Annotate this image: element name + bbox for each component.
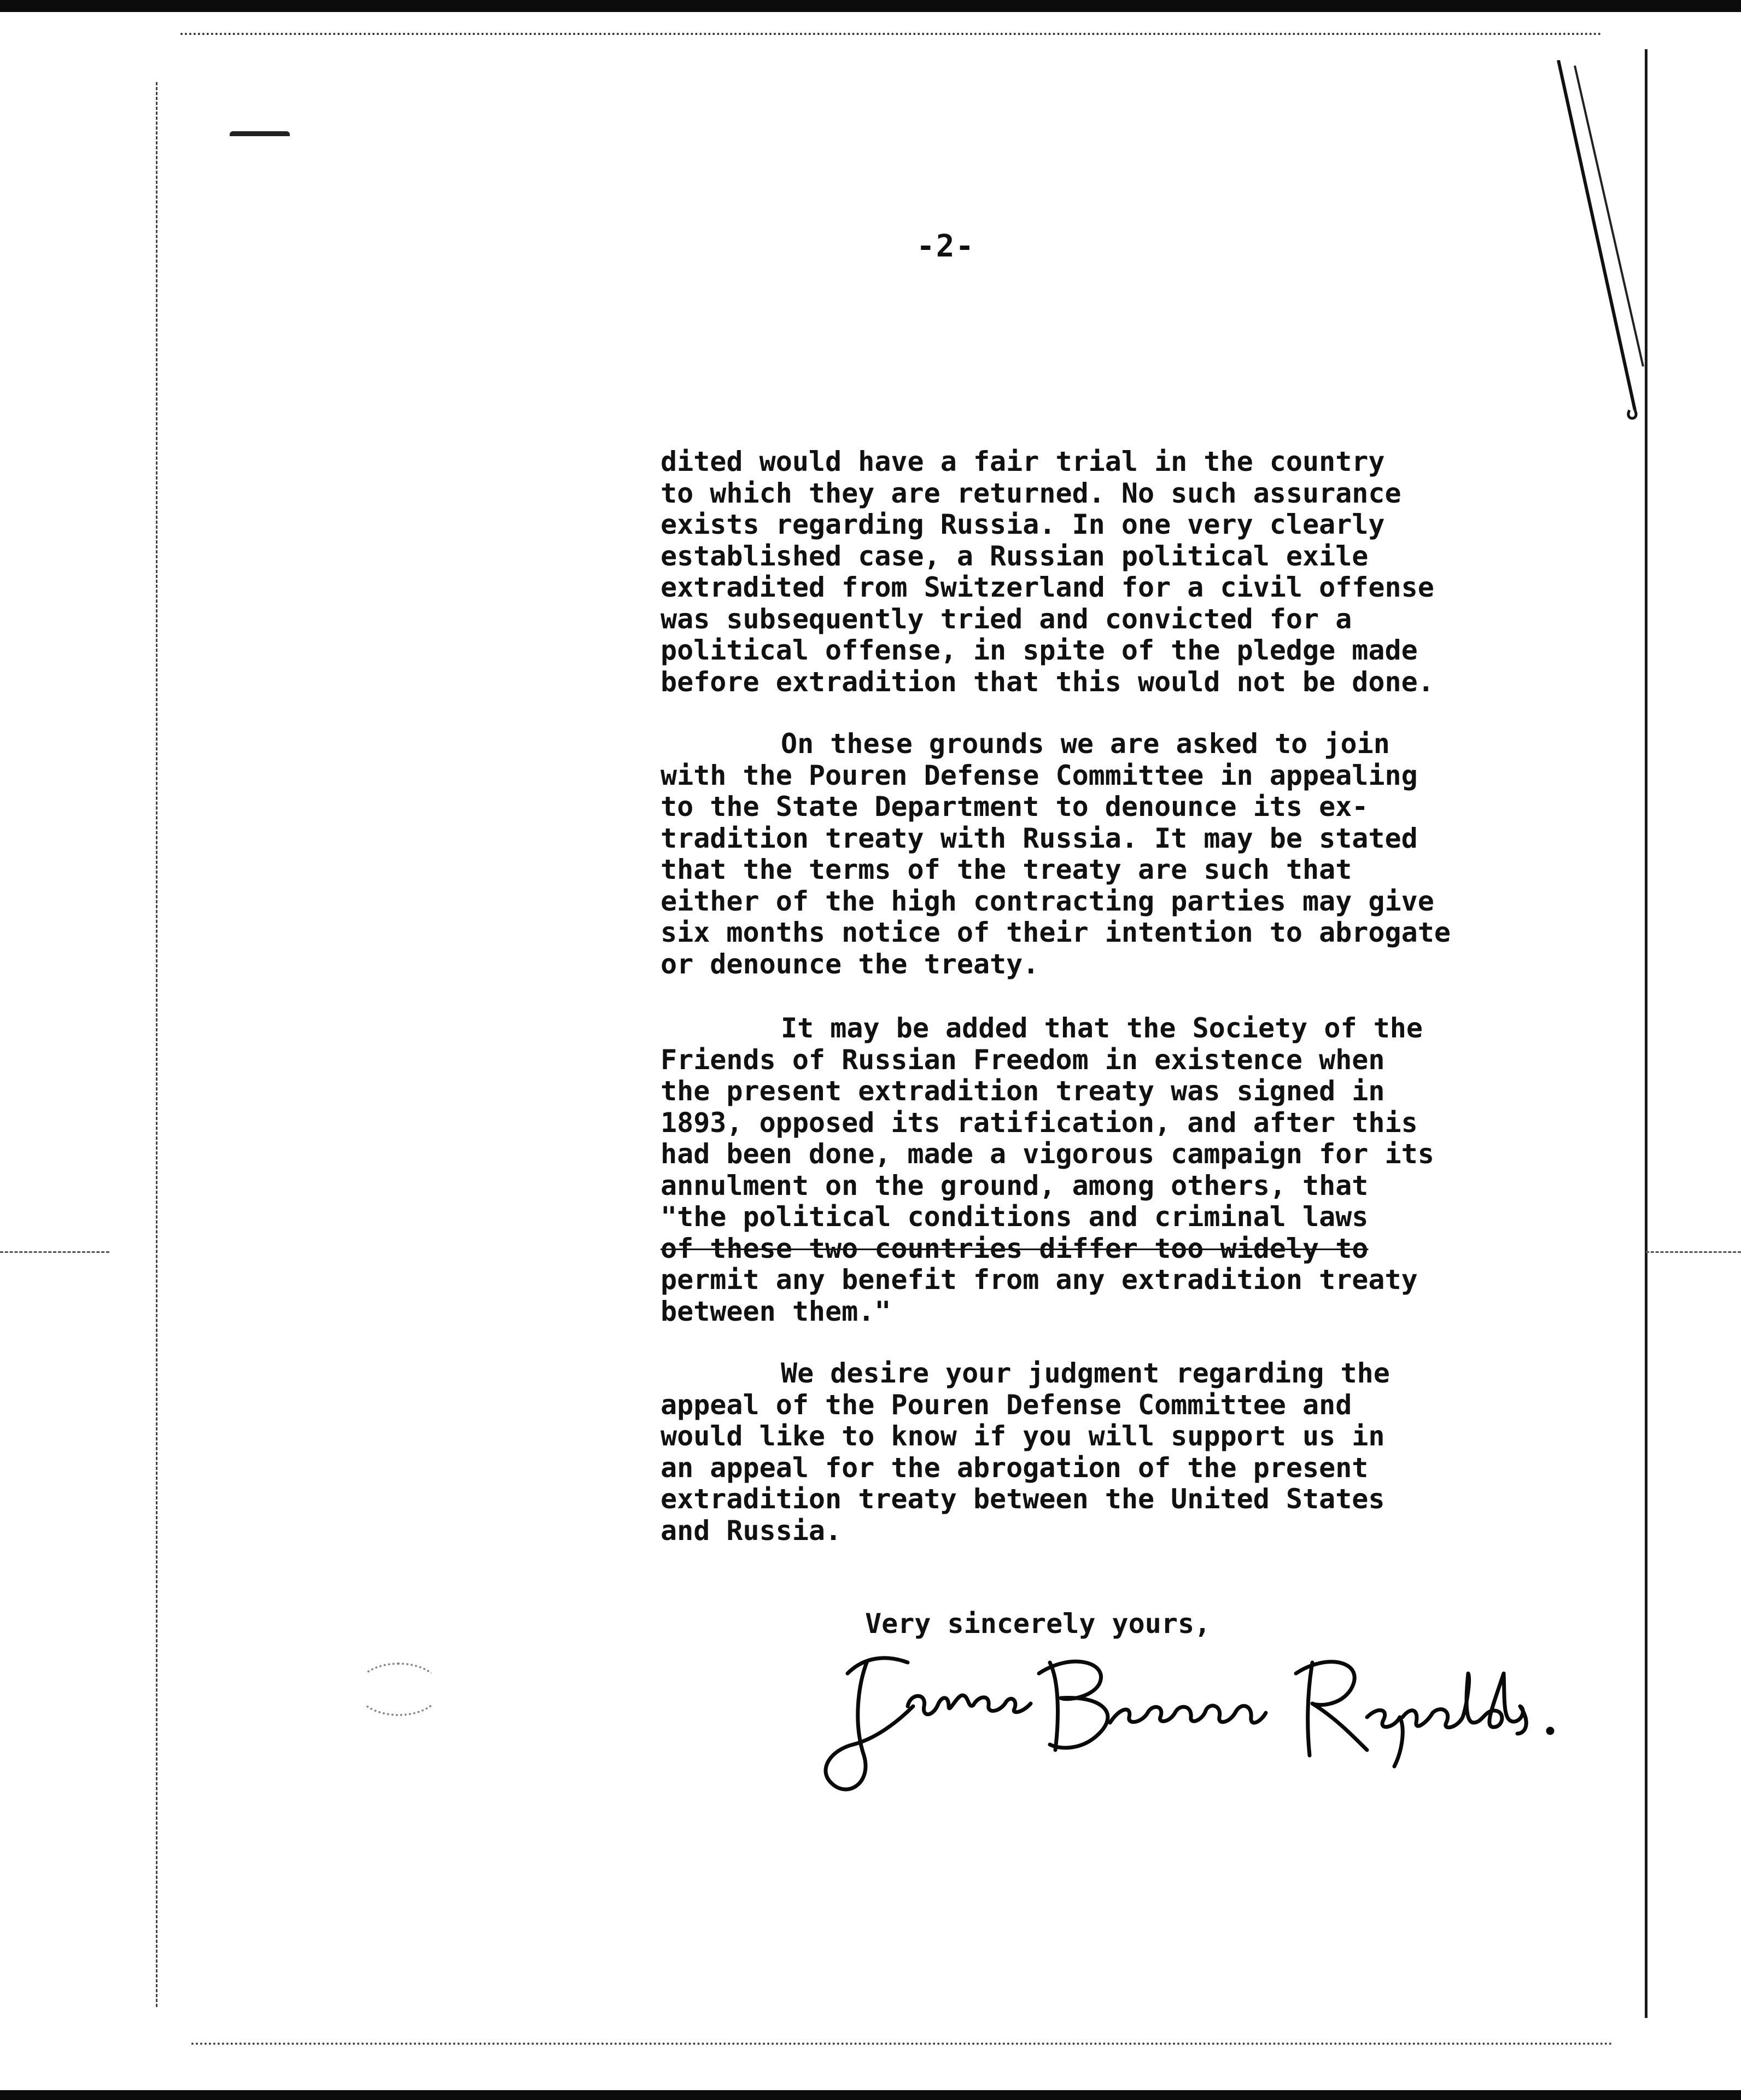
text-line: It may be added that the Society of the bbox=[781, 1013, 1423, 1044]
text-line: permit any benefit from any extradition treaty bbox=[661, 1264, 1418, 1296]
left-margin-marks bbox=[156, 82, 163, 2007]
text-line: between them." bbox=[661, 1296, 891, 1327]
page-top-edge bbox=[180, 33, 1602, 42]
text-line: extradition treaty between the United States bbox=[661, 1484, 1385, 1515]
text-line: an appeal for the abrogation of the present bbox=[661, 1452, 1369, 1484]
closing-salutation: Very sincerely yours, bbox=[865, 1608, 1211, 1640]
page-curl bbox=[1553, 60, 1646, 421]
text-line: or denounce the treaty. bbox=[661, 948, 1039, 980]
text-line: to the State Department to denounce its ex- bbox=[661, 791, 1369, 822]
text-line: dited would have a fair trial in the country bbox=[661, 446, 1385, 477]
page-number: -2- bbox=[916, 229, 975, 264]
text-line: would like to know if you will support us in bbox=[661, 1421, 1385, 1452]
punch-hole-marks bbox=[355, 1662, 442, 1716]
page-bottom-edge bbox=[191, 2043, 1613, 2045]
text-line: before extradition that this would not be done. bbox=[661, 666, 1434, 698]
text-line: that the terms of the treaty are such that bbox=[661, 854, 1352, 885]
paragraph-2 bbox=[661, 728, 1503, 980]
text-line: and Russia. bbox=[661, 1515, 842, 1547]
text-line: annulment on the ground, among others, that bbox=[661, 1170, 1369, 1201]
text-line: with the Pouren Defense Committee in appealing bbox=[661, 760, 1418, 791]
text-line: On these grounds we are asked to join bbox=[781, 728, 1390, 760]
ink-mark bbox=[230, 131, 290, 145]
text-line: was subsequently tried and convicted for a bbox=[661, 603, 1352, 635]
fold-line-left bbox=[0, 1251, 109, 1253]
text-line: had been done, made a vigorous campaign for its bbox=[661, 1139, 1434, 1170]
text-line: either of the high contracting parties may give bbox=[661, 885, 1434, 917]
struck-text-line: of these two countries differ too widely to bbox=[661, 1233, 1369, 1264]
page-right-edge bbox=[1645, 49, 1653, 2018]
scan-top-border bbox=[0, 0, 1741, 12]
text-line: appeal of the Pouren Defense Committee and bbox=[661, 1389, 1352, 1421]
text-line: Friends of Russian Freedom in existence when bbox=[661, 1044, 1385, 1076]
scan-bottom-border bbox=[0, 2090, 1741, 2100]
text-line: the present extradition treaty was signed in bbox=[661, 1076, 1385, 1107]
text-line: extradited from Switzerland for a civil offense bbox=[661, 572, 1434, 603]
paragraph-3 bbox=[661, 1013, 1503, 1327]
fold-line-right bbox=[1646, 1251, 1741, 1253]
handwritten-signature bbox=[815, 1641, 1602, 1799]
text-line: tradition treaty with Russia. It may be stated bbox=[661, 822, 1418, 854]
text-line: six months notice of their intention to abrogate bbox=[661, 917, 1451, 948]
paragraph-1 bbox=[661, 446, 1503, 698]
text-line: 1893, opposed its ratification, and after this bbox=[661, 1107, 1418, 1139]
text-line: exists regarding Russia. In one very clearly bbox=[661, 509, 1385, 540]
text-line: to which they are returned. No such assurance bbox=[661, 477, 1401, 509]
text-line: established case, a Russian political exile bbox=[661, 540, 1369, 572]
text-line: political offense, in spite of the pledge made bbox=[661, 635, 1418, 666]
text-line: We desire your judgment regarding the bbox=[781, 1358, 1390, 1389]
paragraph-4 bbox=[661, 1358, 1503, 1547]
text-line: "the political conditions and criminal laws bbox=[661, 1201, 1369, 1233]
